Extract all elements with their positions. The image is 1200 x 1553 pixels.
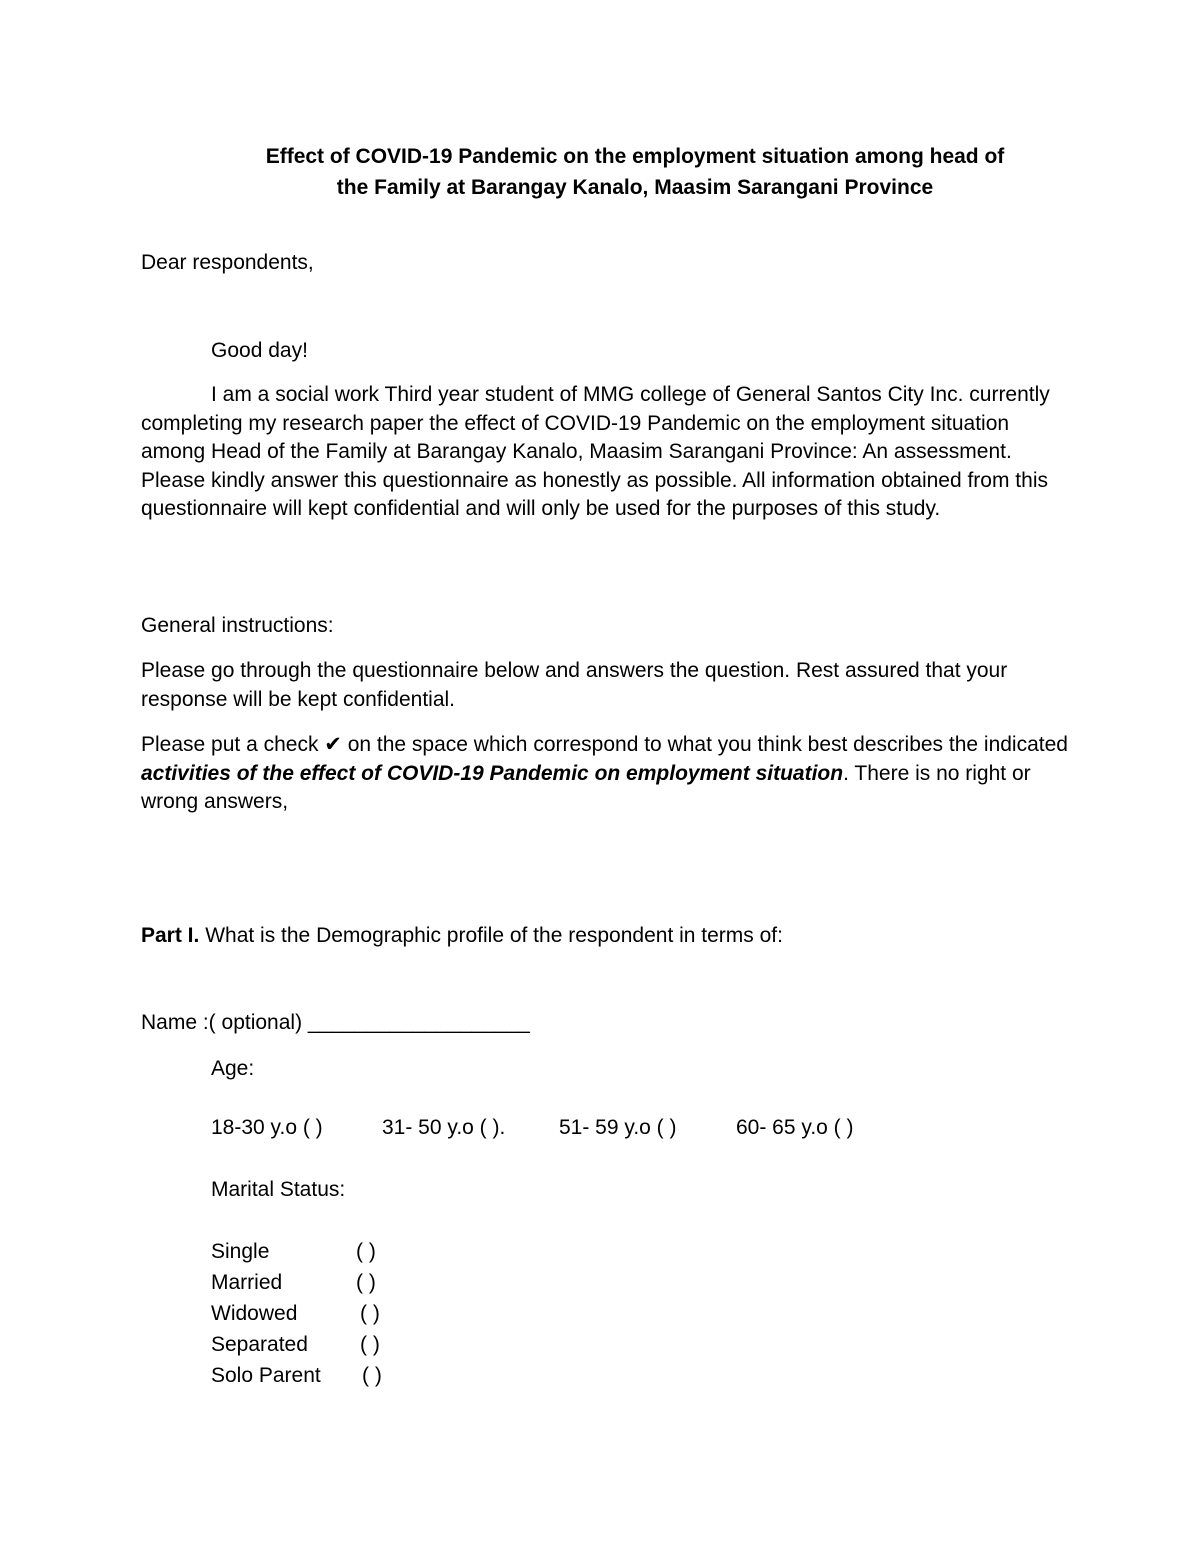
age-label: Age: <box>211 1057 255 1080</box>
marital-option-box: ( ) <box>356 1271 376 1294</box>
part1-heading <box>141 922 783 950</box>
part1-text: What is the Demographic profile of the respondent in terms of: <box>199 924 783 947</box>
marital-option-labels <box>211 1236 321 1391</box>
title-line-2: the Family at Barangay Kanalo, Maasim Sarangani Province <box>336 176 934 199</box>
intro-text: I am a social work Third year student of MMG college of General Santos City Inc. currently completing my research paper the effect of COVID-19 Pandemic on the employment situation among Head of the Family at Barangay Kanalo, Maasim Sarangani Province: An assessment. Please kindly answer this questionnaire as honestly as possible. All information obtained from this questionnaire will kept confidential and will only be used for the purposes of this study. <box>141 383 1050 520</box>
instruction-paragraph-1: Please go through the questionnaire below and answers the question. Rest assured that your response will be kept confidential. <box>141 659 1008 711</box>
greeting: Good day! <box>211 339 308 362</box>
marital-option-box: ( ) <box>360 1302 380 1325</box>
general-instructions-heading: General instructions: <box>141 614 334 637</box>
marital-option-box: ( ) <box>360 1333 380 1356</box>
age-option: 31- 50 y.o ( ). <box>382 1116 506 1139</box>
age-option: 18-30 y.o ( ) <box>211 1116 323 1139</box>
instruction2-emphasis: activities of the effect of COVID-19 Pandemic on employment situation <box>141 761 844 785</box>
name-field-line: Name :( optional) ___________________ <box>141 1011 530 1034</box>
marital-option-label: Solo Parent <box>211 1364 321 1387</box>
marital-option-label: Single <box>211 1240 270 1263</box>
marital-option-label: Widowed <box>211 1302 298 1325</box>
age-option: 60- 65 y.o ( ) <box>736 1116 854 1139</box>
marital-option-box: ( ) <box>356 1240 376 1263</box>
instruction-paragraph-2 <box>141 731 1071 817</box>
marital-option-label: Separated <box>211 1333 308 1356</box>
marital-option-box: ( ) <box>362 1364 382 1387</box>
part1-label: Part I. <box>141 924 200 947</box>
instruction2-text-a: Please put a check ✔ on the space which correspond to what you think best describes the indicated <box>141 733 1068 756</box>
age-option: 51- 59 y.o ( ) <box>559 1116 677 1139</box>
marital-option-boxes <box>356 1236 382 1391</box>
instruction2-text-b: . There is no right or wrong answers, <box>141 761 1031 813</box>
intro-paragraph <box>141 381 1071 524</box>
marital-status-label: Marital Status: <box>211 1178 346 1201</box>
marital-option-label: Married <box>211 1271 283 1294</box>
title-line-1: Effect of COVID-19 Pandemic on the employment situation among head of <box>265 145 1005 168</box>
salutation: Dear respondents, <box>141 251 314 274</box>
